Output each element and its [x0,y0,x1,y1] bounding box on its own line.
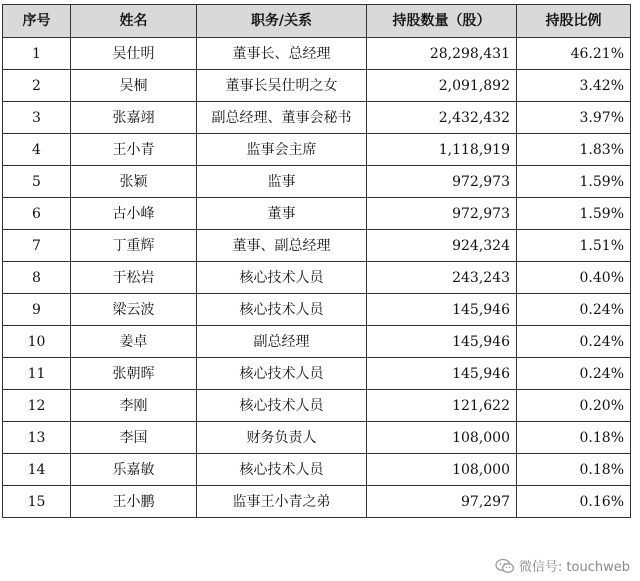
row-name-cell: 王小青 [71,134,197,166]
row-index-cell: 10 [3,326,71,358]
row-shares-cell: 924,324 [367,230,517,262]
table-row [3,102,631,134]
row-shares-cell: 1,118,919 [367,134,517,166]
row-name-cell: 张嘉翊 [71,102,197,134]
header-index: 序号 [3,5,71,38]
row-name-cell: 张颖 [71,166,197,198]
row-shares-cell: 121,622 [367,390,517,422]
row-index-cell: 5 [3,166,71,198]
row-shares-cell: 108,000 [367,454,517,486]
row-percentage-cell: 1.59% [517,166,631,198]
row-name-cell: 王小鹏 [71,486,197,518]
header-percentage: 持股比例 [517,5,631,38]
row-role-cell: 副总经理、董事会秘书 [197,102,367,134]
row-percentage-cell: 0.18% [517,454,631,486]
row-shares-cell: 28,298,431 [367,38,517,70]
row-index-cell: 7 [3,230,71,262]
row-role-cell: 核心技术人员 [197,262,367,294]
row-percentage-cell: 0.24% [517,326,631,358]
table-row [3,230,631,262]
row-percentage-cell: 0.20% [517,390,631,422]
row-shares-cell: 108,000 [367,422,517,454]
row-role-cell: 核心技术人员 [197,358,367,390]
row-role-cell: 董事长吴仕明之女 [197,70,367,102]
row-role-cell: 副总经理 [197,326,367,358]
row-role-cell: 监事王小青之弟 [197,486,367,518]
row-shares-cell: 972,973 [367,198,517,230]
row-index-cell: 12 [3,390,71,422]
header-shares: 持股数量（股） [367,5,517,38]
wechat-icon [495,558,515,574]
row-percentage-cell: 0.16% [517,486,631,518]
row-percentage-cell: 1.51% [517,230,631,262]
watermark [495,556,630,575]
row-percentage-cell: 0.18% [517,422,631,454]
table-row [3,390,631,422]
table-body [3,38,631,518]
table-row [3,326,631,358]
row-percentage-cell: 0.24% [517,358,631,390]
row-name-cell: 丁重辉 [71,230,197,262]
row-percentage-cell: 3.97% [517,102,631,134]
table-row [3,166,631,198]
row-index-cell: 3 [3,102,71,134]
row-percentage-cell: 1.83% [517,134,631,166]
table-row [3,38,631,70]
row-role-cell: 财务负责人 [197,422,367,454]
row-percentage-cell: 0.40% [517,262,631,294]
table-row [3,358,631,390]
table-header-row [3,5,631,38]
row-name-cell: 张朝晖 [71,358,197,390]
row-role-cell: 监事会主席 [197,134,367,166]
row-shares-cell: 97,297 [367,486,517,518]
row-shares-cell: 972,973 [367,166,517,198]
header-name: 姓名 [71,5,197,38]
row-index-cell: 8 [3,262,71,294]
row-index-cell: 14 [3,454,71,486]
table-row [3,454,631,486]
row-name-cell: 乐嘉敏 [71,454,197,486]
row-percentage-cell: 46.21% [517,38,631,70]
row-percentage-cell: 3.42% [517,70,631,102]
row-percentage-cell: 1.59% [517,198,631,230]
row-name-cell: 李刚 [71,390,197,422]
table-row [3,422,631,454]
row-shares-cell: 243,243 [367,262,517,294]
row-name-cell: 古小峰 [71,198,197,230]
row-index-cell: 11 [3,358,71,390]
header-role: 职务/关系 [197,5,367,38]
row-index-cell: 15 [3,486,71,518]
row-role-cell: 董事 [197,198,367,230]
row-role-cell: 核心技术人员 [197,390,367,422]
row-role-cell: 核心技术人员 [197,454,367,486]
table-row [3,262,631,294]
row-role-cell: 核心技术人员 [197,294,367,326]
row-shares-cell: 145,946 [367,358,517,390]
row-index-cell: 2 [3,70,71,102]
row-shares-cell: 145,946 [367,294,517,326]
row-role-cell: 董事、副总经理 [197,230,367,262]
row-name-cell: 姜卓 [71,326,197,358]
row-shares-cell: 145,946 [367,326,517,358]
shareholding-table [2,4,631,518]
row-name-cell: 李国 [71,422,197,454]
row-role-cell: 董事长、总经理 [197,38,367,70]
row-percentage-cell: 0.24% [517,294,631,326]
row-role-cell: 监事 [197,166,367,198]
table-row [3,294,631,326]
table-row [3,486,631,518]
row-shares-cell: 2,091,892 [367,70,517,102]
row-name-cell: 吴桐 [71,70,197,102]
row-index-cell: 1 [3,38,71,70]
row-name-cell: 于松岩 [71,262,197,294]
table-row [3,134,631,166]
row-name-cell: 梁云波 [71,294,197,326]
row-index-cell: 9 [3,294,71,326]
row-index-cell: 4 [3,134,71,166]
table-row [3,70,631,102]
watermark-text: 微信号: touchweb [518,560,630,575]
row-index-cell: 6 [3,198,71,230]
row-name-cell: 吴仕明 [71,38,197,70]
table-row [3,198,631,230]
row-index-cell: 13 [3,422,71,454]
row-shares-cell: 2,432,432 [367,102,517,134]
shareholding-table-container [2,4,630,518]
